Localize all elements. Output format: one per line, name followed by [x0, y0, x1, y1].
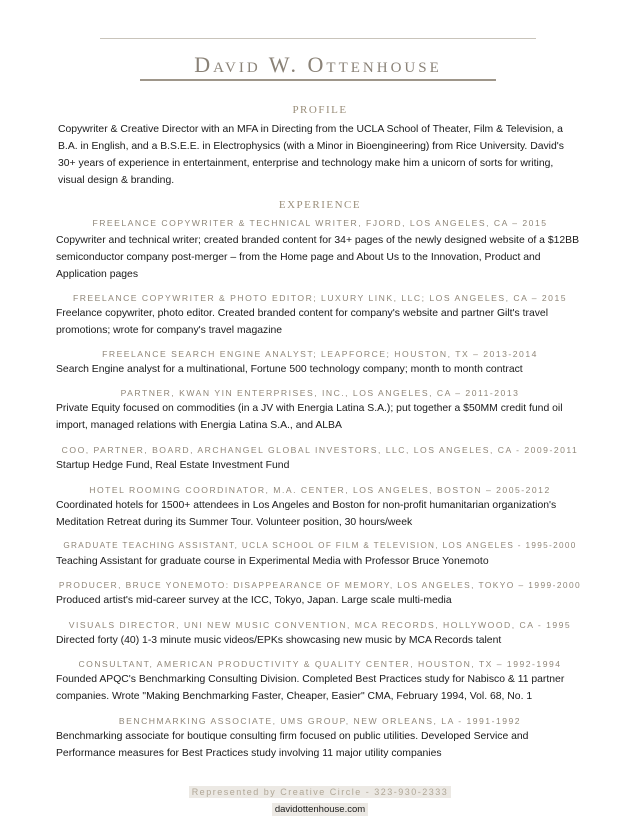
job-description: Coordinated hotels for 1500+ attendees in Los Angeles and Boston for non-profit humanitarian organization's Meditation Retreat during its Summer Tour. Volunteer position, 30 hours/week — [56, 500, 557, 528]
job-title: FREELANCE COPYWRITER & PHOTO EDITOR; LUXURY LINK, LLC; LOS ANGELES, CA – 2015 — [72, 293, 568, 303]
job-title: PRODUCER, BRUCE YONEMOTO: DISAPPEARANCE OF MEMORY, LOS ANGELES, TOKYO – 1999-2000 — [58, 580, 582, 590]
job-description: Benchmarking associate for boutique consulting firm focused on public utilities. Developed Service and Performance measures for Best Practices study involving 11 major utility companies — [56, 731, 529, 759]
job-title: HOTEL ROOMING COORDINATOR, M.A. CENTER, LOS ANGELES, BOSTON – 2005-2012 — [89, 485, 551, 495]
job-title: FREELANCE COPYWRITER & TECHNICAL WRITER, FJORD, LOS ANGELES, CA – 2015 — [92, 218, 548, 228]
profile-heading: PROFILE — [292, 104, 348, 116]
job-title: COO, PARTNER, BOARD, ARCHANGEL GLOBAL INVESTORS, LLC, LOS ANGELES, CA - 2009-2011 — [61, 445, 579, 455]
job-title: BENCHMARKING ASSOCIATE, UMS GROUP, NEW ORLEANS, LA - 1991-1992 — [118, 716, 522, 726]
representation-text: Represented by Creative Circle - 323-930-2333 — [189, 786, 452, 798]
website-link[interactable]: davidottenhouse.com — [272, 803, 368, 816]
job-description: Private Equity focused on commodities (in a JV with Energia Latina S.A.); put together a $50MM credit fund oil import, managed relations with Energia Latina S.A., and ALBA — [56, 403, 563, 431]
job-description: Teaching Assistant for graduate course in Experimental Media with Professor Bruce Yonemoto — [56, 556, 489, 567]
website-footer — [58, 799, 582, 817]
job-description: Copywriter and technical writer; created branded content for 34+ pages of the newly designed website of a $12BB semiconductor company post-merger – from the Home page and About Us to the Innovation, Product and Application pages — [56, 235, 580, 280]
profile-text: Copywriter & Creative Director with an MFA in Directing from the UCLA School of Theater, Film & Television, a B.A. in English, and a B.S.E.E. in Electrophysics (with a Minor in Bioengineering) from Rice University. David's 30+ years of experience in entertainment, enterprise and technology make him a unicorn of sorts for writing, visual design & branding. — [58, 124, 564, 186]
job-title: GRADUATE TEACHING ASSISTANT, UCLA SCHOOL OF FILM & TELEVISION, LOS ANGELES - 1995-2000 — [63, 541, 577, 550]
job-title: FREELANCE SEARCH ENGINE ANALYST; LEAPFORCE; HOUSTON, TX – 2013-2014 — [102, 349, 538, 359]
job-description: Produced artist's mid-career survey at the ICC, Tokyo, Japan. Large scale multi-media — [56, 595, 452, 606]
job-title: CONSULTANT, AMERICAN PRODUCTIVITY & QUALITY CENTER, HOUSTON, TX – 1992-1994 — [78, 659, 562, 669]
top-divider — [100, 38, 536, 39]
job-description: Search Engine analyst for a multinational, Fortune 500 technology company; month to month contract — [56, 364, 523, 375]
job-description: Startup Hedge Fund, Real Estate Investment Fund — [56, 460, 290, 471]
representation-footer — [58, 782, 582, 800]
job-title: VISUALS DIRECTOR, UNI NEW MUSIC CONVENTION, MCA RECORDS, HOLLYWOOD, CA - 1995 — [68, 620, 572, 630]
job-description: Directed forty (40) 1-3 minute music videos/EPKs showcasing new music by MCA Records talent — [56, 635, 502, 646]
job-description: Founded APQC's Benchmarking Consulting Division. Completed Best Practices study for Nabisco & 11 partner companies. Wrote "Making Benchmarking Faster, Cheaper, Easier" CMA, February 1994, Vol. 68, No. 1 — [56, 674, 565, 702]
name-divider — [140, 79, 496, 81]
experience-heading: EXPERIENCE — [278, 199, 362, 211]
job-title: PARTNER, KWAN YIN ENTERPRISES, INC., LOS ANGELES, CA – 2011-2013 — [120, 388, 520, 398]
job-description: Freelance copywriter, photo editor. Created branded content for company's website and partner Gilt's travel promotions; wrote for company's travel magazine — [56, 308, 549, 336]
candidate-name: David W. Ottenhouse — [194, 52, 442, 77]
